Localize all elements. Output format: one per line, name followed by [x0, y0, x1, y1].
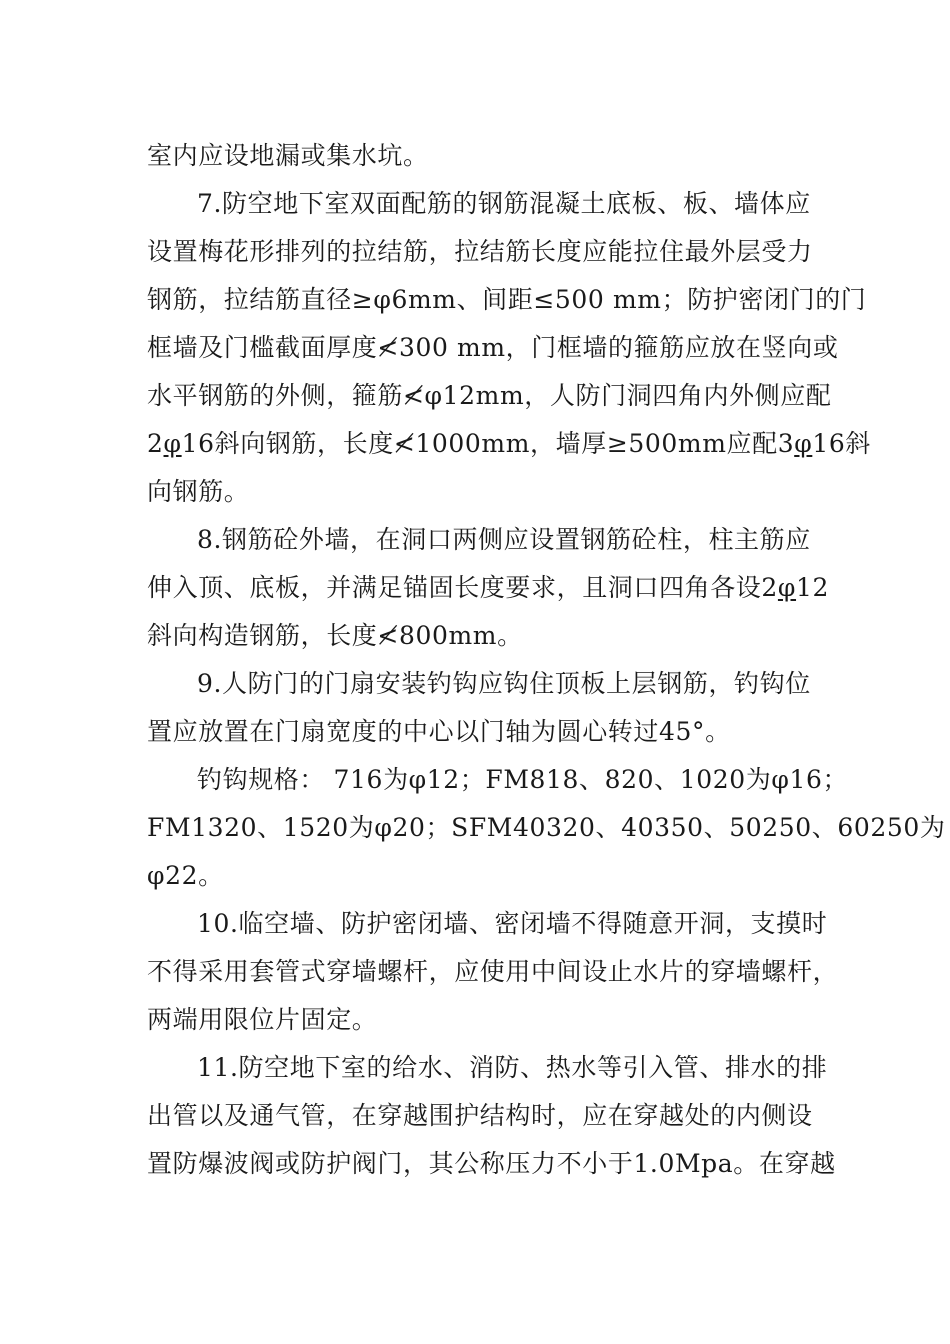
text-line: φ22。: [147, 861, 224, 890]
text-line: 9.人防门的门扇安装钓钩应钩住顶板上层钢筋，钓钩位: [197, 669, 811, 698]
text-line: 设置梅花形排列的拉结筋，拉结筋长度应能拉住最外层受力: [147, 237, 813, 266]
underlined-symbol: φ: [163, 429, 182, 458]
text-line: 7.防空地下室双面配筋的钢筋混凝土底板、板、墙体应: [197, 189, 811, 218]
text-line: 向钢筋。: [147, 477, 250, 506]
text-segment: 12: [796, 573, 830, 602]
text-line: [147, 420, 871, 468]
text-line: 室内应设地漏或集水坑。: [147, 141, 429, 170]
text-line: 10.临空墙、防护密闭墙、密闭墙不得随意开洞，支摸时: [197, 909, 828, 938]
text-line: 置应放置在门扇宽度的中心以门轴为圆心转过45°。: [147, 717, 731, 746]
text-line: 11.防空地下室的给水、消防、热水等引入管、排水的排: [197, 1053, 828, 1082]
text-segment: 2: [147, 429, 164, 458]
underlined-symbol: φ: [794, 429, 813, 458]
text-line: 钓钩规格： 716为φ12；FM818、820、1020为φ16；: [197, 765, 849, 794]
underlined-symbol: φ: [777, 573, 797, 602]
text-line: 8.钢筋砼外墙，在洞口两侧应设置钢筋砼柱，柱主筋应: [197, 525, 811, 554]
text-segment: 16斜: [812, 429, 871, 458]
text-line: 框墙及门槛截面厚度≮300 mm，门框墙的箍筋应放在竖向或: [147, 333, 839, 362]
text-line: [147, 564, 830, 612]
text-line: 不得采用套管式穿墙螺杆，应使用中间设止水片的穿墙螺杆，: [147, 957, 839, 986]
text-segment: 伸入顶、底板，并满足锚固长度要求，且洞口四角各设2: [147, 573, 778, 602]
text-line: 出管以及通气管，在穿越围护结构时，应在穿越处的内侧设: [147, 1101, 813, 1130]
text-line: FM1320、1520为φ20；SFM40320、40350、50250、60250为: [147, 813, 946, 842]
text-line: 两端用限位片固定。: [147, 1005, 378, 1034]
text-line: 置防爆波阀或防护阀门，其公称压力不小于1.0Mpa。在穿越: [147, 1149, 836, 1178]
text-segment: 16斜向钢筋，长度≮1000mm，墙厚≥500mm应配3: [181, 429, 795, 458]
text-line: 钢筋，拉结筋直径≥φ6mm、间距≤500 mm；防护密闭门的门: [147, 285, 867, 314]
body-text: [147, 132, 946, 1188]
text-line: 水平钢筋的外侧，箍筋≮φ12mm，人防门洞四角内外侧应配: [147, 381, 832, 410]
text-line: 斜向构造钢筋，长度≮800mm。: [147, 621, 523, 650]
